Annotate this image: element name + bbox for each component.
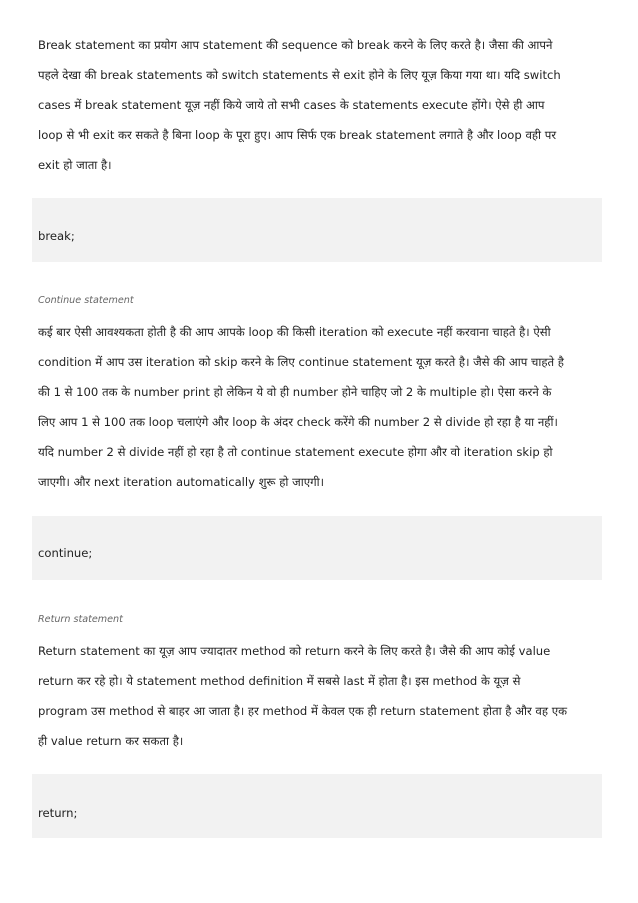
- continue-heading: Continue statement: [38, 295, 134, 306]
- paragraph-line: की 1 से 100 तक के number print हो लेकिन ये वो ही number होने चाहिए जो 2 के multiple हो। ऐसा करने के: [38, 385, 552, 399]
- paragraph-line: return कर रहे हो। ये statement method definition में सबसे last में होता है। इस method के यूज़ से: [38, 674, 521, 688]
- return-paragraph: [38, 636, 567, 756]
- break-paragraph: [38, 30, 561, 180]
- continue-paragraph: [38, 317, 564, 497]
- paragraph-line: जाएगी। और next iteration automatically शुरू हो जाएगी।: [38, 475, 325, 489]
- paragraph-line: Return statement का यूज़ आप ज्यादातर method को return करने के लिए करते है। जैसे की आप कोई value: [38, 644, 551, 658]
- return-heading: Return statement: [38, 614, 123, 625]
- code-text: return;: [38, 806, 78, 820]
- paragraph-line: Break statement का प्रयोग आप statement की sequence को break करने के लिए करते है। जैसा की आपने: [38, 38, 553, 52]
- paragraph-line: loop से भी exit कर सकते है बिना loop के पूरा हुए। आप सिर्फ एक break statement लगाते है और loop वही पर: [38, 128, 557, 142]
- return-code-block: [32, 774, 602, 838]
- paragraph-line: ही value return कर सकता है।: [38, 734, 184, 748]
- paragraph-line: पहले देखा की break statements को switch statements से exit होने के लिए यूज़ किया गया था। यदि switch: [38, 68, 561, 82]
- paragraph-line: cases में break statement यूज़ नहीं किये जाये तो सभी cases के statements execute होंगे। ऐसे ही आप: [38, 98, 545, 112]
- code-text: continue;: [38, 546, 93, 560]
- paragraph-line: exit हो जाता है।: [38, 158, 112, 172]
- paragraph-line: लिए आप 1 से 100 तक loop चलाएंगे और loop के अंदर check करेंगे की number 2 से divide हो रहा है या नहीं।: [38, 415, 558, 429]
- code-text: break;: [38, 229, 75, 243]
- continue-code-block: [32, 516, 602, 580]
- break-code-block: [32, 198, 602, 262]
- paragraph-line: program उस method से बाहर आ जाता है। हर method में केवल एक ही return statement होता है और वह एक: [38, 704, 568, 718]
- paragraph-line: यदि number 2 से divide नहीं हो रहा है तो continue statement execute होगा और वो iteration skip हो: [38, 445, 553, 459]
- paragraph-line: condition में आप उस iteration को skip करने के लिए continue statement यूज़ करते है। जैसे की आप चाहते है: [38, 355, 564, 369]
- paragraph-line: कई बार ऐसी आवश्यकता होती है की आप आपके loop की किसी iteration को execute नहीं करवाना चाहते है। ऐसी: [38, 325, 551, 339]
